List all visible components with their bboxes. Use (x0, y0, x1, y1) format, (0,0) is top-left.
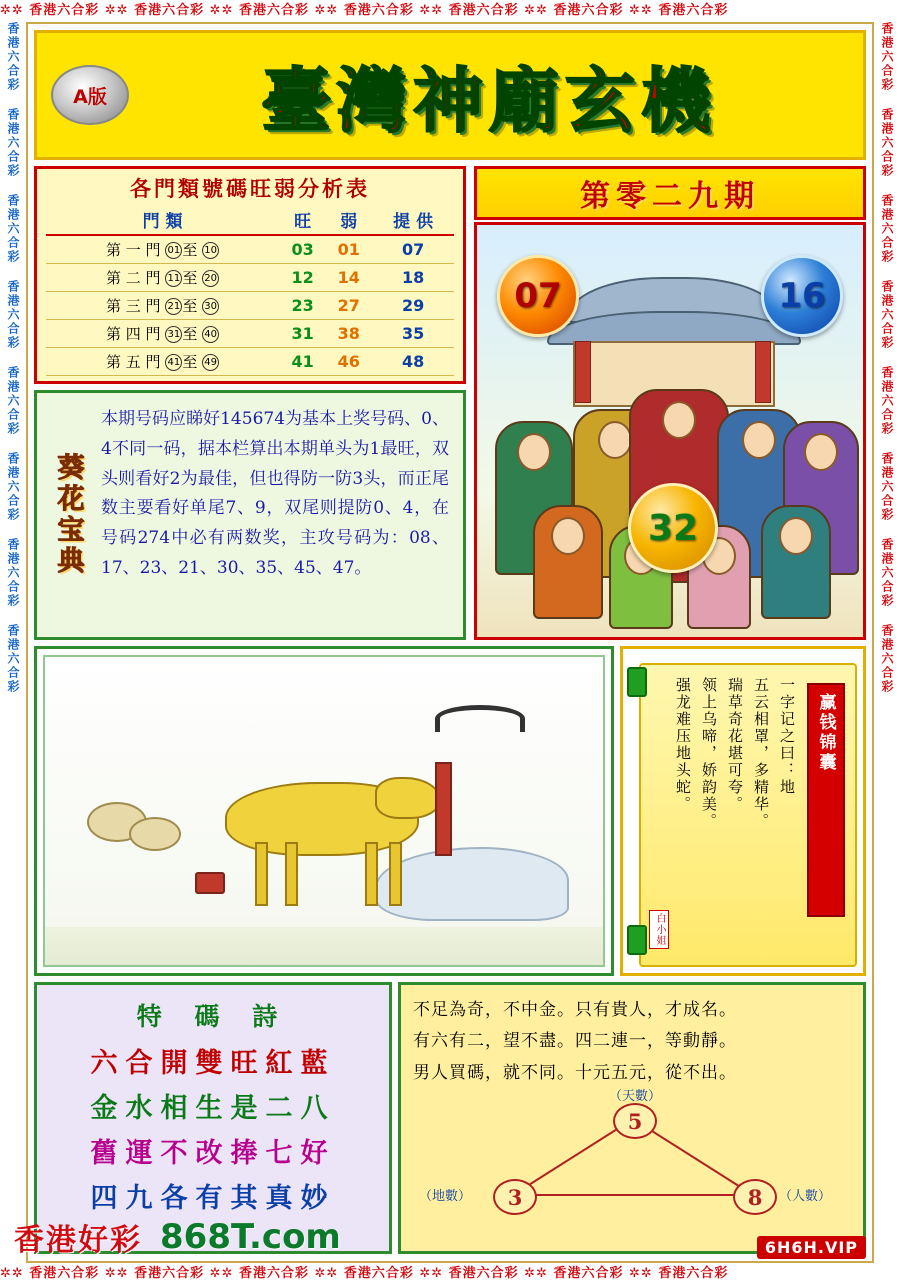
poem-line: 六合開雙旺紅藍 (90, 1048, 336, 1079)
lottery-ball-07: 07 (497, 255, 579, 337)
lottery-ball-32: 32 (628, 483, 718, 573)
row-wang: 12 (280, 264, 326, 292)
miss-bai-tag: 白小姐 (649, 910, 669, 949)
cow-head (375, 777, 441, 819)
cow-leg (255, 842, 268, 906)
analysis-table (46, 205, 455, 376)
row-wang: 41 (280, 348, 326, 376)
lottery-ball-16: 16 (761, 255, 843, 337)
prose-line: 男人買碼，就不同。十元五元，從不出。 (413, 1062, 737, 1083)
snake-icon (435, 705, 525, 732)
cow-leg (389, 842, 402, 906)
watermark-site: 868T.com (160, 1217, 341, 1257)
poem-line: 金水相生是二八 (90, 1093, 336, 1124)
scroll-col-4: 领上乌啼，娇韵美。 (700, 677, 718, 830)
row-ruo: 01 (326, 235, 372, 264)
table-row (46, 235, 455, 264)
deity-face (598, 421, 632, 459)
prose-line: 有六有二，望不盡。四二連一，等動靜。 (413, 1031, 737, 1052)
row-tigong: 18 (372, 264, 455, 292)
illustration-canvas (43, 655, 605, 967)
edition-badge: A版 (51, 65, 129, 125)
scroll-col-1: 一字记之曰：地 (778, 677, 796, 796)
deity-face (662, 401, 696, 439)
marquee-top: ✲✲ 香港六合彩 ✲✲ 香港六合彩 ✲✲ 香港六合彩 ✲✲ 香港六合彩 ✲✲ 香港六合彩 ✲✲ 香港六合彩 ✲✲ 香港六合彩 (0, 0, 900, 22)
row-ruo: 14 (326, 264, 372, 292)
treasure-label (37, 393, 99, 637)
triangle-label-top: （天數） (609, 1089, 662, 1105)
marquee-bottom: ✲✲ 香港六合彩 ✲✲ 香港六合彩 ✲✲ 香港六合彩 ✲✲ 香港六合彩 ✲✲ 香港六合彩 ✲✲ 香港六合彩 ✲✲ 香港六合彩 (0, 1263, 900, 1285)
poem-panel (34, 982, 392, 1254)
analysis-table-panel (34, 166, 466, 384)
row-category: 第 三 門 21 至 30 (46, 292, 280, 320)
marquee-right (874, 22, 900, 1263)
row-category: 第 五 門 41 至 49 (46, 348, 280, 376)
deity-face (779, 517, 813, 555)
poem-line: 舊運不改捧七好 (90, 1138, 336, 1169)
prediction-panel (398, 982, 866, 1254)
poem-title: 特 碼 詩 (136, 1002, 290, 1031)
poem-line: 四九各有其真妙 (90, 1183, 336, 1214)
table-row (46, 264, 455, 292)
prose-line: 不足為奇，不中金。只有貴人，才成名。 (413, 1000, 737, 1020)
row-ruo: 38 (326, 320, 372, 348)
triangle-label-right: （人數） (779, 1189, 832, 1205)
red-post (435, 762, 452, 856)
table-header-row (46, 205, 455, 235)
issue-bar (474, 166, 866, 220)
row-category: 第 四 門 31 至 40 (46, 320, 280, 348)
row-wang: 23 (280, 292, 326, 320)
content-frame (26, 22, 874, 1263)
snow-bank (375, 847, 569, 921)
cow-illustration (34, 646, 614, 976)
scroll-rod-bottom (627, 925, 647, 955)
scroll-col-2: 五云相罩，多精华。 (752, 677, 770, 830)
triangle-node-top: 5 (613, 1103, 657, 1139)
row-category: 第 一 門 01 至 10 (46, 235, 280, 264)
treasure-label-text: 葵花宝典 (52, 453, 84, 577)
row-category: 第 二 門 11 至 20 (46, 264, 280, 292)
deity-figure-front (761, 505, 831, 619)
col-wang: 旺 (280, 205, 326, 235)
deity-face (804, 433, 838, 471)
row-tigong: 48 (372, 348, 455, 376)
row-ruo: 46 (326, 348, 372, 376)
watermark-badge: 6H6H.VIP (757, 1236, 866, 1259)
scroll-rod-top (627, 667, 647, 697)
lucky-pouch-strip (807, 683, 845, 917)
cow-leg (285, 842, 298, 906)
row-tigong: 35 (372, 320, 455, 348)
analysis-table-title: 各門類號碼旺弱分析表 (130, 176, 370, 201)
deity-face (517, 433, 551, 471)
deity-figure-front (533, 505, 603, 619)
page-title: 臺灣神廟玄機 (261, 58, 717, 142)
triangle-node-left: 3 (493, 1179, 537, 1215)
marquee-left (0, 22, 26, 1263)
row-wang: 03 (280, 235, 326, 264)
header-banner (34, 30, 866, 160)
temple-illustration (474, 222, 866, 640)
scroll-col-5: 强龙难压地头蛇。 (674, 677, 692, 813)
row-ruo: 27 (326, 292, 372, 320)
rock (129, 817, 181, 851)
table-row (46, 348, 455, 376)
col-category: 門 類 (46, 205, 280, 235)
table-row (46, 292, 455, 320)
small-marker (195, 872, 225, 894)
col-tigong: 提 供 (372, 205, 455, 235)
treasure-body-text: 本期号码应睇好145674为基本上奖号码、0、4不同一码，据本栏算出本期单头为1最旺，双头则看好2为最佳，但也得防一防3头，而正尾数主要看好单尾7、9，双尾则提防0、4，在号码274中必有两数奖，主攻号码为：08、17、23、21、30、35、45、47。 (101, 409, 449, 578)
number-triangle (413, 1089, 851, 1213)
issue-label: 第零二九期 (580, 179, 760, 214)
watermark-left: 香港好彩 (14, 1223, 142, 1258)
scroll-panel (620, 646, 866, 976)
scroll-col-3: 瑞草奇花堪可夸。 (726, 677, 744, 813)
table-row (46, 320, 455, 348)
cow-leg (365, 842, 378, 906)
row-tigong: 29 (372, 292, 455, 320)
row-tigong: 07 (372, 235, 455, 264)
col-ruo: 弱 (326, 205, 372, 235)
row-wang: 31 (280, 320, 326, 348)
triangle-label-left: （地數） (419, 1189, 472, 1205)
lucky-pouch-text: 赢钱锦囊 (815, 693, 836, 773)
marquee-left-text: 香港六合彩 香港六合彩 香港六合彩 香港六合彩 香港六合彩 香港六合彩 香港六合彩 香港六合彩 (6, 22, 20, 694)
triangle-node-right: 8 (733, 1179, 777, 1215)
ground (45, 927, 603, 965)
deity-face (551, 517, 585, 555)
marquee-right-text: 香港六合彩 香港六合彩 香港六合彩 香港六合彩 香港六合彩 香港六合彩 香港六合彩 香港六合彩 (880, 22, 894, 694)
deity-face (742, 421, 776, 459)
treasure-panel (34, 390, 466, 640)
